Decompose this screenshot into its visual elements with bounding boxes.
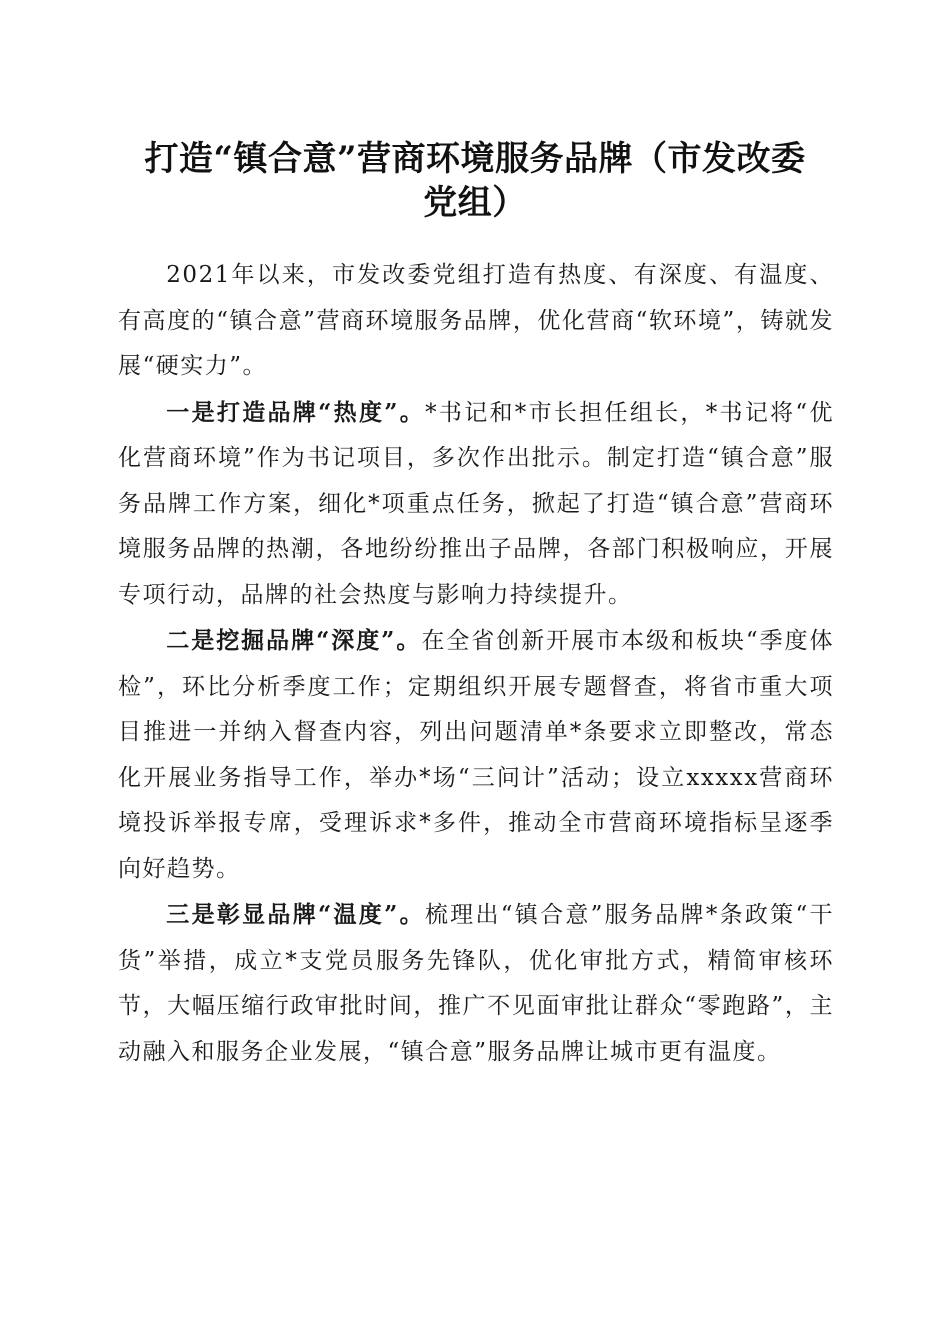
title-line-2: 党组）: [423, 183, 527, 223]
paragraph-depth: [118, 618, 834, 892]
paragraph-lead: 一是打造品牌“热度”。: [166, 398, 426, 426]
paragraph-heat: [118, 390, 834, 619]
paragraph-text: 梳理出“镇合意”服务品牌*条政策“干货”举措，成立*支党员服务先锋队，优化审批方式，精简审核环节，大幅压缩行政审批时间，推广不见面审批让群众“零跑路”，主动融入和服务企业发展，“镇合意”服务品牌让城市更有温度。: [118, 902, 834, 1065]
paragraph-warmth: [118, 892, 834, 1075]
paragraph-lead: 三是彰显品牌“温度”。: [166, 901, 425, 928]
paragraph-text: *书记和*市长担任组长，*书记将“优化营商环境”作为书记项目，多次作出批示。制定打造“镇合意”服务品牌工作方案，细化*项重点任务，掀起了打造“镇合意”营商环境服务品牌的热潮，各地纷纷推出子品牌，各部门积极响应，开展专项行动，品牌的社会热度与影响力持续提升。: [118, 399, 834, 608]
document-body: [118, 252, 834, 1075]
paragraph-text: 2021年以来，市发改委党组打造有热度、有深度、有温度、有高度的“镇合意”营商环境服务品牌，优化营商“软环境”，铸就发展“硬实力”。: [118, 262, 834, 379]
document-title: [100, 137, 850, 225]
title-line-1: 打造“镇合意”营商环境服务品牌（市发改委: [144, 139, 806, 179]
paragraph-intro: [118, 252, 834, 390]
paragraph-lead: 二是挖掘品牌“深度”。: [166, 627, 422, 654]
paragraph-text: 在全省创新开展市本级和板块“季度体检”，环比分析季度工作；定期组织开展专题督查，将省市重大项目推进一并纳入督查内容，列出问题清单*条要求立即整改，常态化开展业务指导工作，举办*场“三问计”活动；设立xxxxx营商环境投诉举报专席，受理诉求*多件，推动全市营商环境指标呈逐季向好趋势。: [118, 628, 834, 882]
